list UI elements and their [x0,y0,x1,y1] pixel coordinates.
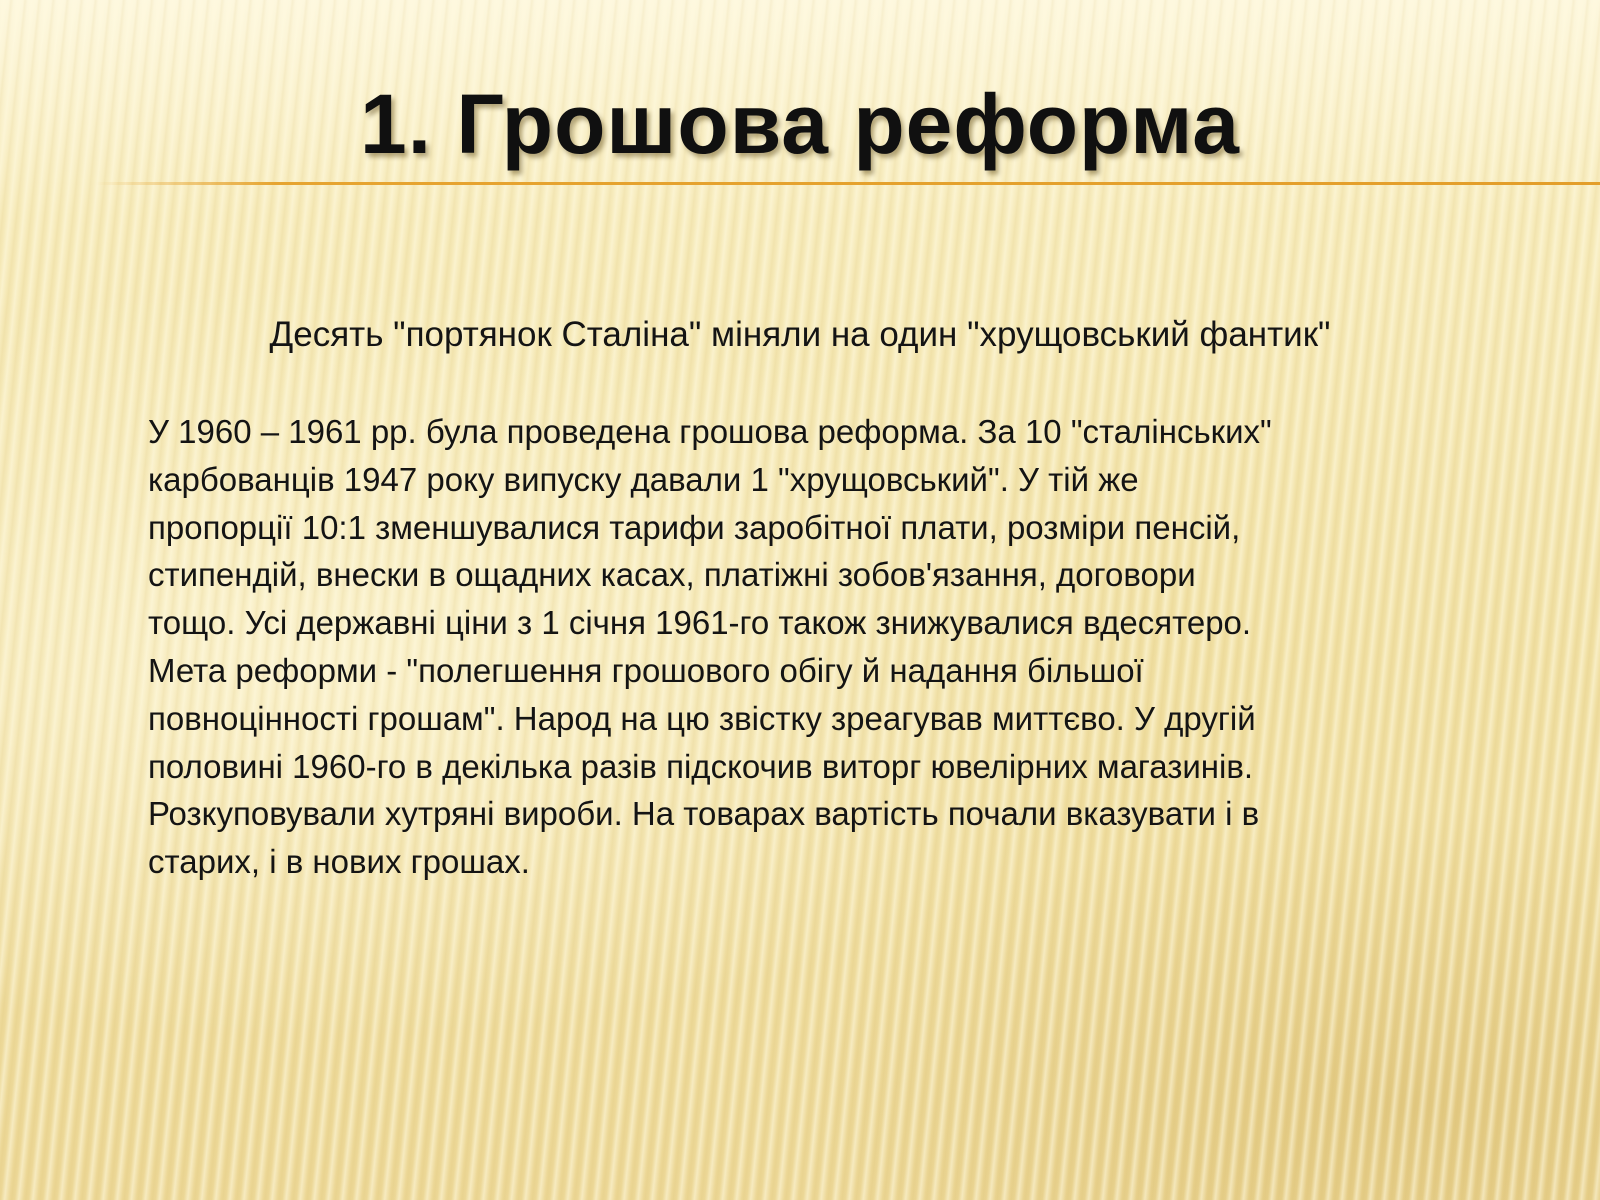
body-line: карбованців 1947 року випуску давали 1 "хрущовський". У тій же [148,460,1139,498]
body-line: тощо. Усі державні ціни з 1 січня 1961-го також знижувалися вдесятеро. [148,604,1252,642]
body-line: Мета реформи - "полегшення грошового обігу й надання більшої [148,651,1144,689]
body-line: старих, і в нових грошах. [148,843,530,881]
body-line: Розкуповували хутряні вироби. На товарах вартість почали вказувати і в [148,795,1260,833]
body-line: половині 1960-го в декілька разів підскочив виторг ювелірних магазинів. [148,747,1254,785]
body-line: повноцінності грошам". Народ на цю звістку зреагував миттєво. У другій [148,699,1256,737]
slide-subtitle: Десять "портянок Сталіна" міняли на один "хрущовський фантик" [269,315,1331,354]
body-line: стипендій, внески в ощадних касах, платіжні зобов'язання, договори [148,556,1196,594]
body-line: пропорції 10:1 зменшувалися тарифи заробітної плати, розміри пенсій, [148,508,1241,546]
title-underline-divider [95,182,1600,185]
body-paragraph [148,408,1458,886]
slide-title: 1. Грошова реформа [359,77,1241,171]
body-line: У 1960 – 1961 рр. була проведена грошова реформа. За 10 "сталінських" [148,413,1272,450]
